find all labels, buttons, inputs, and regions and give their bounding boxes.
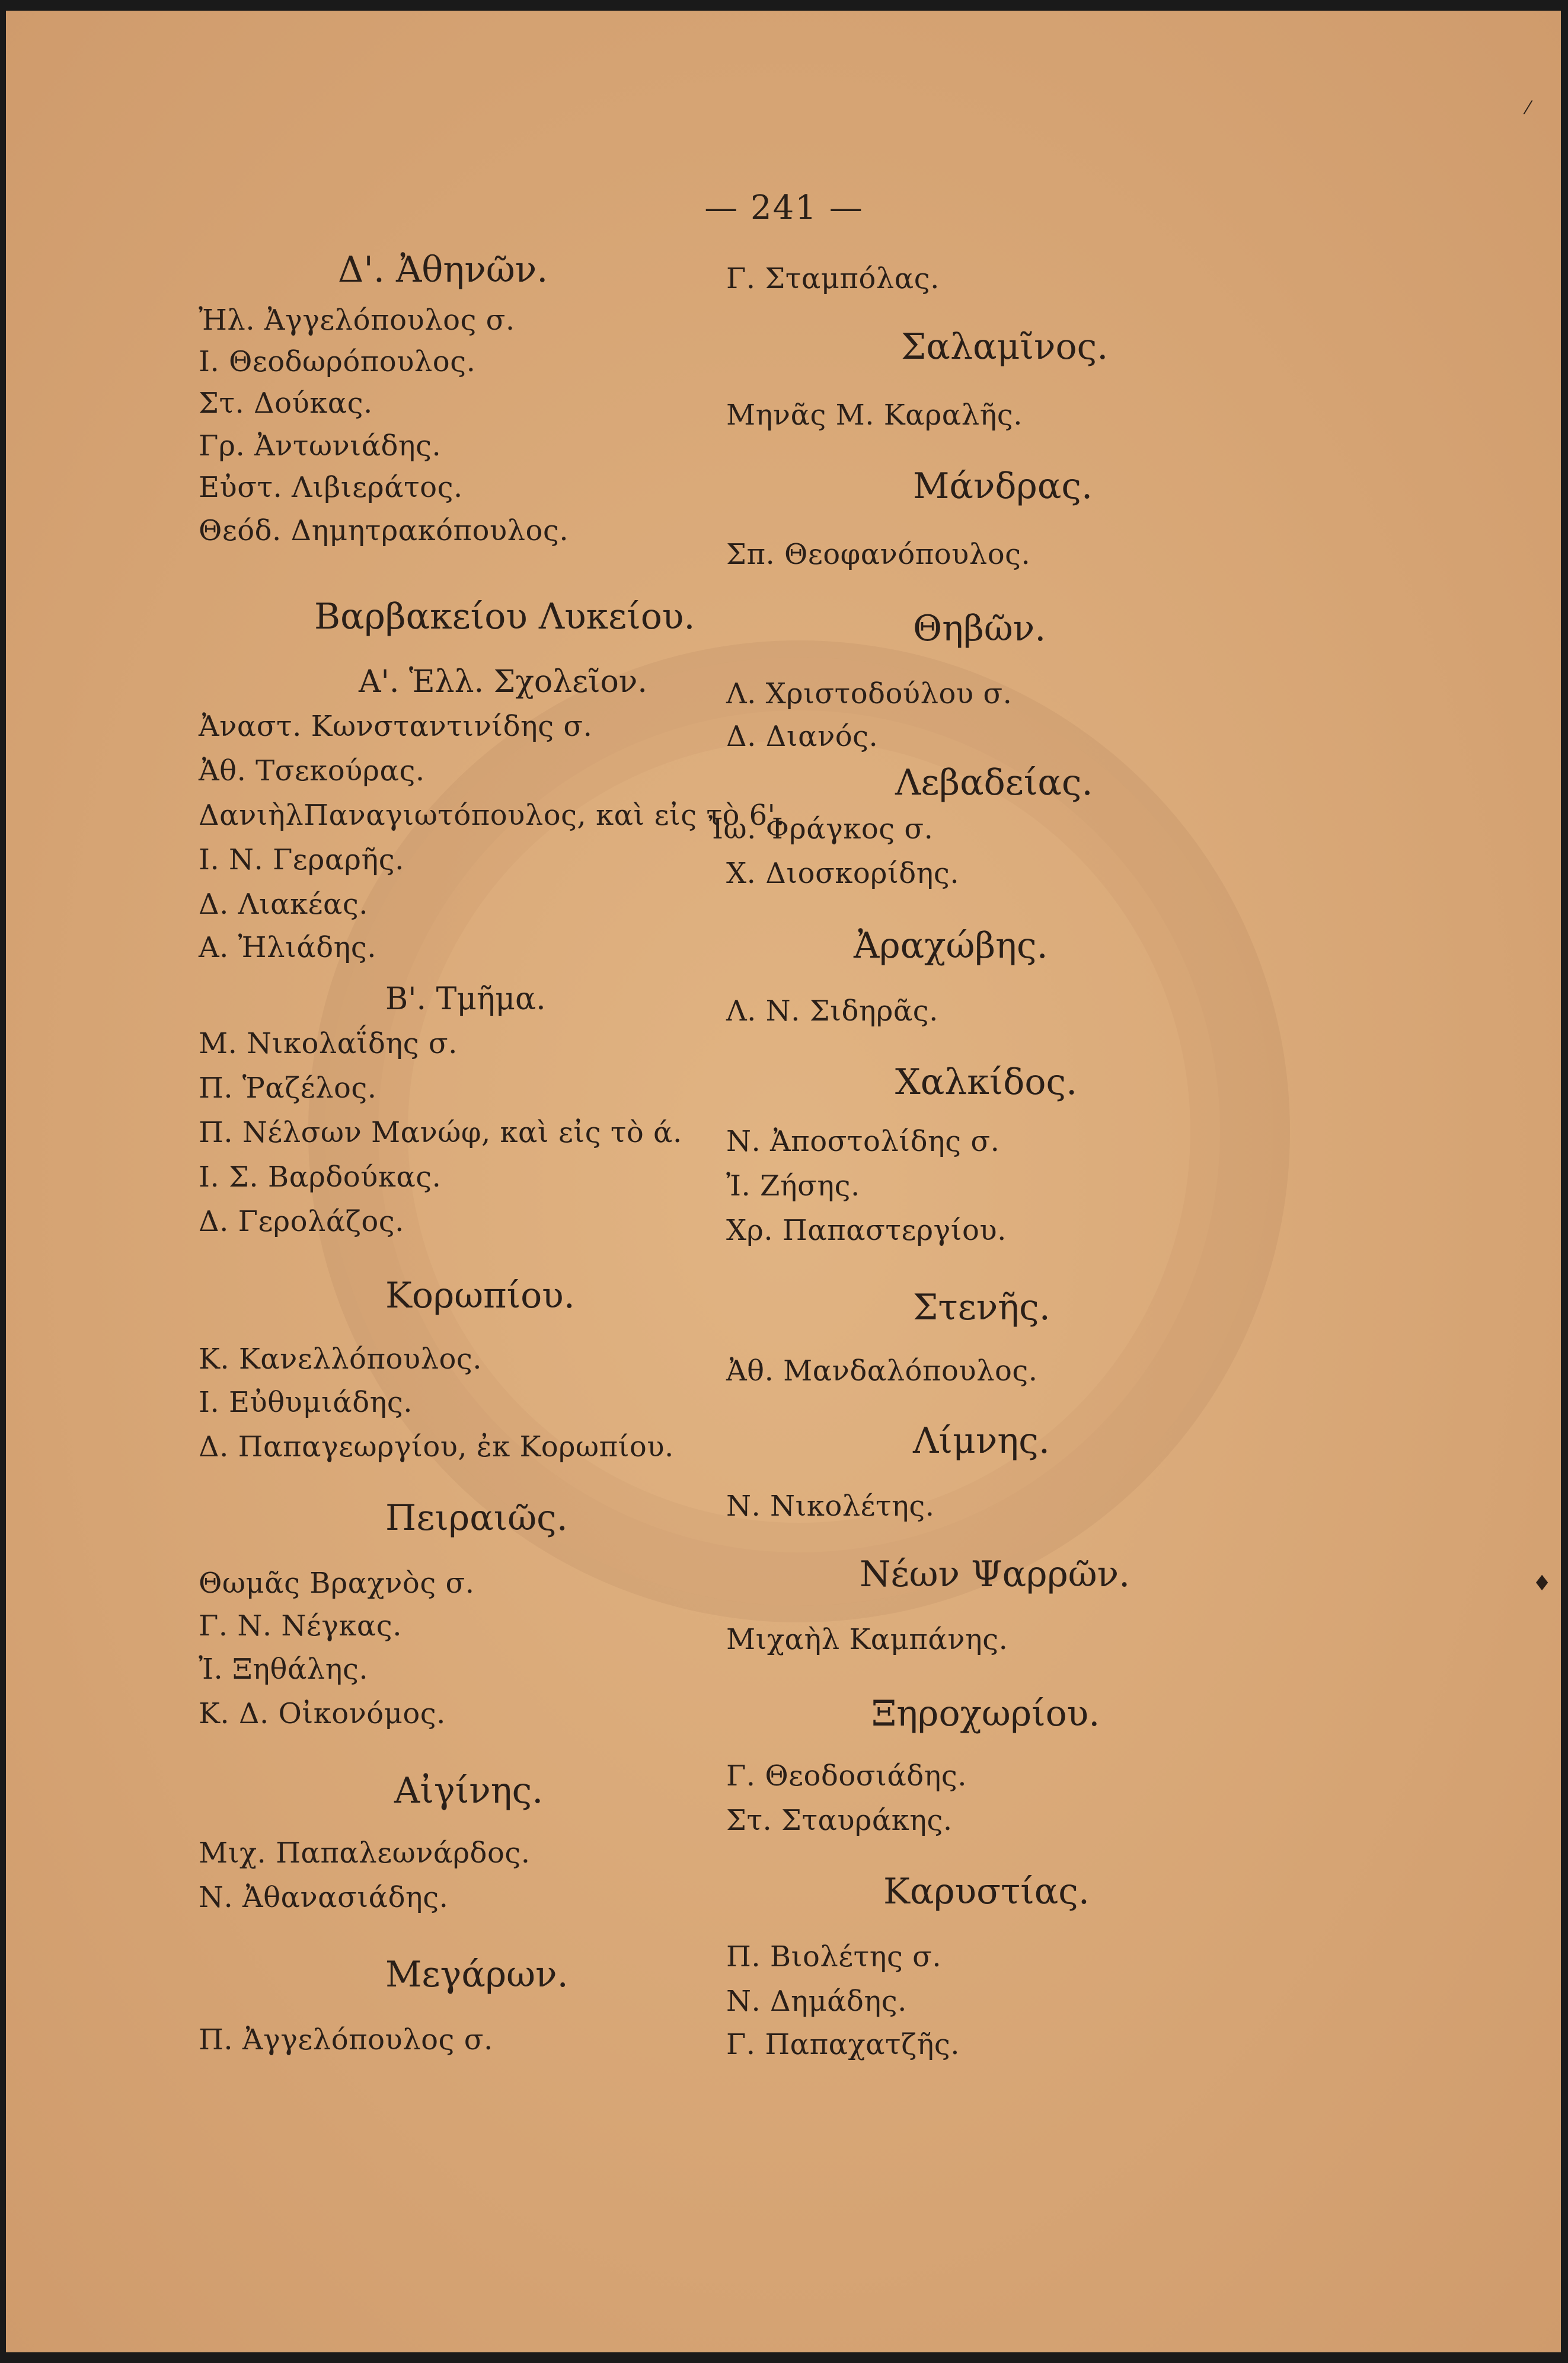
list-item: Ι. Εὐθυμιάδης. [199, 1386, 413, 1419]
list-item: Λ. Ν. Σιδηρᾶς. [726, 994, 938, 1028]
page-number: — 241 — [704, 189, 864, 227]
list-item: Ν. Δημάδης. [726, 1985, 907, 2018]
section-heading-chalkidos: Χαλκίδος. [895, 1061, 1078, 1103]
section-heading-salaminos: Σαλαμῖνος. [901, 326, 1109, 368]
section-heading-aiginis: Αἰγίνης. [394, 1770, 544, 1812]
list-item: Δ. Διανός. [726, 720, 879, 753]
list-item: Ἀναστ. Κωνσταντινίδης σ. [199, 710, 593, 743]
list-item: Γ. Παπαχατζῆς. [726, 2028, 960, 2061]
section-heading-peiraios: Πειραιῶς. [385, 1497, 568, 1539]
scan-border-right [1561, 0, 1568, 2363]
section-heading-koropiou: Κορωπίου. [385, 1275, 575, 1316]
list-item: Ἰω. Φράγκος σ. [708, 812, 934, 846]
section-heading-arachovis: Ἀραχώβης. [854, 925, 1048, 967]
section-heading-neon-psarron: Νέων Ψαρρῶν. [860, 1554, 1131, 1595]
list-item: Κ. Κανελλόπουλος. [199, 1342, 483, 1376]
list-item: Ν. Νικολέτης. [726, 1490, 935, 1523]
list-item: Π. Νέλσων Μανώφ, καὶ εἰς τὸ ά. [199, 1116, 682, 1149]
list-item: Ν. Ἀθανασιάδης. [199, 1881, 449, 1914]
list-item: Χρ. Παπαστεργίου. [726, 1214, 1007, 1247]
list-item: Ι. Ν. Γεραρῆς. [199, 843, 404, 876]
list-item: ΔανιὴλΠαναγιωτόπουλος, καὶ εἰς τὸ 6'. [199, 799, 785, 832]
list-item: Μιχαὴλ Καμπάνης. [726, 1623, 1008, 1656]
list-item: Ἰ. Ξηθάλης. [199, 1653, 369, 1686]
list-item: Ἀθ. Τσεκούρας. [199, 754, 425, 787]
list-item: Σπ. Θεοφανόπουλος. [726, 538, 1031, 571]
list-item: Α. Ἠλιάδης. [199, 931, 377, 964]
list-item: Μηνᾶς Μ. Καραλῆς. [726, 398, 1023, 432]
margin-tick-mark: ⁄ [1527, 98, 1530, 119]
list-item: Γρ. Ἀντωνιάδης. [199, 429, 442, 463]
list-item: Δ. Παπαγεωργίου, ἐκ Κορωπίου. [199, 1430, 674, 1463]
list-item: Γ. Σταμπόλας. [726, 262, 940, 295]
list-item: Ἀθ. Μανδαλόπουλος. [726, 1354, 1038, 1388]
section-heading-stenis: Στενῆς. [913, 1287, 1050, 1328]
section-heading-xirochoriou: Ξηροχωρίου. [871, 1693, 1100, 1734]
section-heading-megaron: Μεγάρων. [385, 1954, 569, 1995]
list-item: Π. Ἀγγελόπουλος σ. [199, 2023, 493, 2056]
list-item: Π. Βιολέτης σ. [726, 1940, 942, 1973]
list-item: Στ. Δούκας. [199, 387, 373, 420]
subsection-heading: Α'. Ἑλλ. Σχολεῖον. [359, 664, 647, 700]
scan-border-bottom [0, 2352, 1568, 2363]
list-item: Λ. Χριστοδούλου σ. [726, 677, 1013, 710]
list-item: Κ. Δ. Οἰκονόμος. [199, 1697, 446, 1730]
list-item: Ι. Σ. Βαρδούκας. [199, 1160, 442, 1194]
margin-dot-mark: ♦ [1532, 1571, 1552, 1596]
list-item: Γ. Ν. Νέγκας. [199, 1609, 402, 1643]
section-heading-mandras: Μάνδρας. [913, 465, 1093, 507]
list-item: Εὐστ. Λιβιεράτος. [199, 471, 463, 504]
section-heading-varvakeiou: Βαρβακείου Λυκείου. [314, 596, 695, 637]
list-item: Ι. Θεοδωρόπουλος. [199, 345, 476, 378]
scan-border-top [0, 0, 1568, 11]
list-item: Μ. Νικολαΐδης σ. [199, 1027, 458, 1060]
section-heading-limnis: Λίμνης. [913, 1420, 1050, 1462]
list-item: Χ. Διοσκορίδης. [726, 857, 960, 890]
list-item: Μιχ. Παπαλεωνάρδος. [199, 1836, 531, 1870]
list-item: Ἰ. Ζήσης. [726, 1169, 860, 1203]
list-item: Ν. Ἀποστολίδης σ. [726, 1125, 1000, 1158]
section-heading-thivon: Θηβῶν. [913, 608, 1046, 649]
list-item: Ἠλ. Ἀγγελόπουλος σ. [199, 304, 515, 337]
list-item: Δ. Λιακέας. [199, 888, 368, 921]
subsection-heading: Β'. Τμῆμα. [385, 981, 546, 1017]
section-heading-karystias: Καρυστίας. [883, 1871, 1090, 1912]
list-item: Π. Ῥαζέλος. [199, 1072, 377, 1105]
list-item: Στ. Σταυράκης. [726, 1804, 953, 1837]
list-item: Γ. Θεοδοσιάδης. [726, 1759, 967, 1793]
scan-border-left [0, 0, 6, 2363]
section-heading-levadeias: Λεβαδείας. [895, 762, 1093, 803]
list-item: Θωμᾶς Βραχνὸς σ. [199, 1567, 475, 1600]
section-heading-athinon: Δ'. Ἀθηνῶν. [338, 249, 548, 291]
list-item: Θεόδ. Δημητρακόπουλος. [199, 514, 569, 547]
list-item: Δ. Γερολάζος. [199, 1205, 404, 1238]
